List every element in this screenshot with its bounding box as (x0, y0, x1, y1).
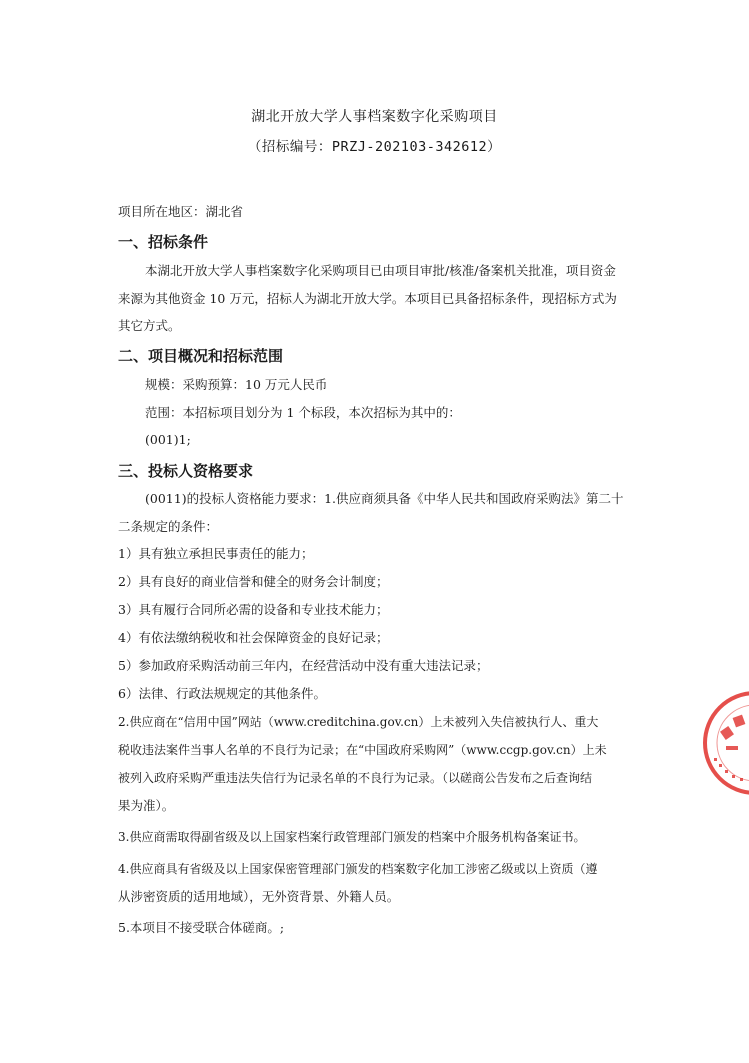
section-heading-qualifications: 三、投标人资格要求 (118, 462, 254, 480)
tender-number: （招标编号：PRZJ-202103-342612） (247, 139, 502, 155)
condition-item: 5）参加政府采购活动前三年内，在经营活动中没有重大违法记录； (118, 658, 489, 673)
project-region: 项目所在地区：湖北省 (118, 204, 244, 219)
section-heading-conditions: 一、招标条件 (118, 233, 209, 251)
requirement-4: 从涉密资质的适用地域），无外资背景、外籍人员。 (118, 889, 400, 904)
condition-item: 1）具有独立承担民事责任的能力； (118, 546, 314, 561)
requirement-2: 2.供应商在“信用中国”网站（www.creditchina.gov.cn）上未被列入失信被执行人、重大 (118, 715, 599, 729)
paragraph-line: (0011)的投标人资格能力要求：1.供应商须具备《中华人民共和国政府采购法》第二十 (145, 491, 624, 506)
paragraph-line: 二条规定的条件： (118, 519, 219, 534)
paragraph-line: 来源为其他资金 10 万元，招标人为湖北开放大学。本项目已具备招标条件，现招标方式为 (118, 291, 617, 306)
requirement-4: 4.供应商具有省级及以上国家保密管理部门颁发的档案数字化加工涉密乙级或以上资质（遵 (118, 862, 598, 876)
red-seal-icon (700, 688, 749, 798)
requirement-2: 税收违法案件当事人名单的不良行为记录；在“中国政府采购网”（www.ccgp.gov.cn）上未 (118, 743, 607, 757)
condition-item: 3）具有履行合同所必需的设备和专业技术能力； (118, 602, 389, 617)
tender-scope: 范围：本招标项目划分为 1 个标段，本次招标为其中的： (145, 405, 461, 420)
condition-item: 2）具有良好的商业信誉和健全的财务会计制度； (118, 574, 389, 589)
requirement-2: 被列入政府采购严重违法失信行为记录名单的不良行为记录。（以磋商公告发布之后查询结 (118, 771, 593, 785)
requirement-3: 3.供应商需取得副省级及以上国家档案行政管理部门颁发的档案中介服务机构备案证书。 (118, 830, 586, 844)
condition-item: 4）有依法缴纳税收和社会保障资金的良好记录； (118, 630, 389, 645)
section-heading-overview: 二、项目概况和招标范围 (118, 347, 284, 365)
lot-number: (001)1; (145, 432, 191, 447)
paragraph-line: 本湖北开放大学人事档案数字化采购项目已由项目审批/核准/备案机关批准，项目资金 (145, 263, 616, 278)
paragraph-line: 其它方式。 (118, 318, 181, 333)
budget-scale: 规模：采购预算：10 万元人民币 (145, 377, 328, 392)
requirement-2: 果为准）。 (118, 798, 175, 813)
document-title: 湖北开放大学人事档案数字化采购项目 (251, 109, 498, 125)
requirement-5: 5.本项目不接受联合体磋商。; (118, 920, 285, 935)
condition-item: 6）法律、行政法规规定的其他条件。 (118, 686, 326, 701)
